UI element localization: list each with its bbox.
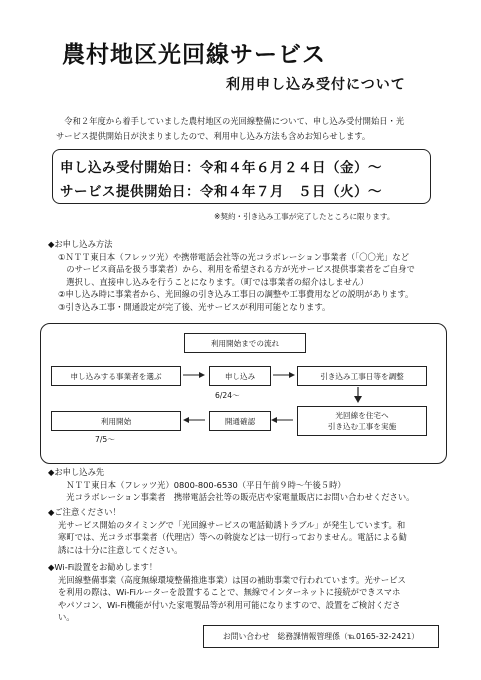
method-line: 選択し、直接申し込みを行うことになります。（町では事業者の紹介はしません） [58,276,369,287]
flow-install-line: 引き込む工事を実施 [327,422,397,431]
arrow-down-icon [353,387,363,403]
inquiry-box: お問い合わせ 総務課情報管理係（℡0165-32-2421） [203,625,439,648]
intro-line: 令和２年度から着手していました農村地区の光回線整備について、申し込み受付開始日・光 [56,116,405,126]
flow-step-apply: 申し込み [209,366,271,386]
contact-section [48,466,414,504]
contact-heading: ◆お申し込み先 [48,467,105,477]
method-line: ②申し込み時に事業者から、光回線の引き込み工事日の調整や工事費用などの説明があります。 [58,289,414,299]
service-start-date: サービス提供開始日：令和４年７月 ５日（火）～ [60,184,382,200]
apply-start-date: 申し込み受付開始日：令和４年６月２４日（金）～ [60,160,382,176]
intro-line: サービス提供開始日が決まりましたので、利用申し込み方法も含めお知らせします。 [56,131,371,141]
caution-section [48,506,407,556]
flow-step-select-provider: 申し込みする事業者を選ぶ [51,366,181,386]
caution-line: 寒町では、光コラボ事業者（代理店）等への斡旋などは一切行っておりません。電話による勧 [58,532,407,542]
flow-start-date: 7/5～ [95,435,115,444]
method-line: ③引き込み工事・開通設定が完了後、光サービスが利用可能となります。 [58,301,331,312]
flow-install-line: 光回線を住宅へ [335,411,389,420]
wifi-section [48,561,406,624]
wifi-heading: ◆Wi-Fi設置をお勧めします！ [48,562,158,572]
page-subtitle: 利用申し込み受付について [226,77,406,93]
wifi-line: を利用の際は、Wi-Fiルーターを設置することで、無線でインターネットに接続ができスマホ [58,587,401,597]
arrow-right-icon [183,372,205,378]
arrow-left-icon [271,417,293,423]
flow-step-verify: 開通確認 [209,411,271,431]
flow-step-install [297,406,427,436]
method-section [48,238,415,313]
flow-step-start-use: 利用開始 [51,411,181,431]
method-heading: ◆お申し込み方法 [48,239,113,249]
flow-step-schedule-work: 引き込み工事日等を調整 [297,366,427,386]
caution-heading: ◆ご注意ください！ [48,507,121,517]
caution-line: 誘には十分に注意してください。 [58,544,183,555]
contact-line: 光コラボレーション事業者 携帯電話会社等の販売店や家電量販店にお問い合わせください。 [58,492,415,502]
arrow-right-icon [273,372,295,378]
wifi-line: い。 [58,612,75,622]
method-line: ①ＮＴＴ東日本（フレッツ光）や携帯電話会社等の光コラボレーション事業者（「〇〇光」など [58,251,410,262]
wifi-line: 光回線整備事業（高度無線環境整備推進事業）は国の補助事業で行われています。光サービス [58,574,406,585]
contact-line: ＮＴＴ東日本（フレッツ光）0800-800-6530（平日午前９時～午後５時） [58,479,346,490]
flow-diagram [40,323,447,464]
page-title: 農村地区光回線サービス [62,42,326,68]
caution-line: 光サービス開始のタイミングで「光回線サービスの電話勧誘トラブル」が発生しています。和 [58,519,406,530]
wifi-line: やパソコン、Wi-Fi機能が付いた家電製品等が利用可能になりますので、設置をご検討くださ [58,599,401,610]
flow-title: 利用開始までの流れ [184,333,306,353]
method-line: のサービス商品を扱う事業者）から、利用を希望される方が光サービス提供事業者をご自身で [58,264,415,274]
arrow-left-icon [183,417,205,423]
intro-paragraph [56,114,436,144]
flow-apply-date: 6/24～ [215,391,240,400]
date-note: ※契約・引き込み工事が完了したところに限ります。 [214,212,395,221]
